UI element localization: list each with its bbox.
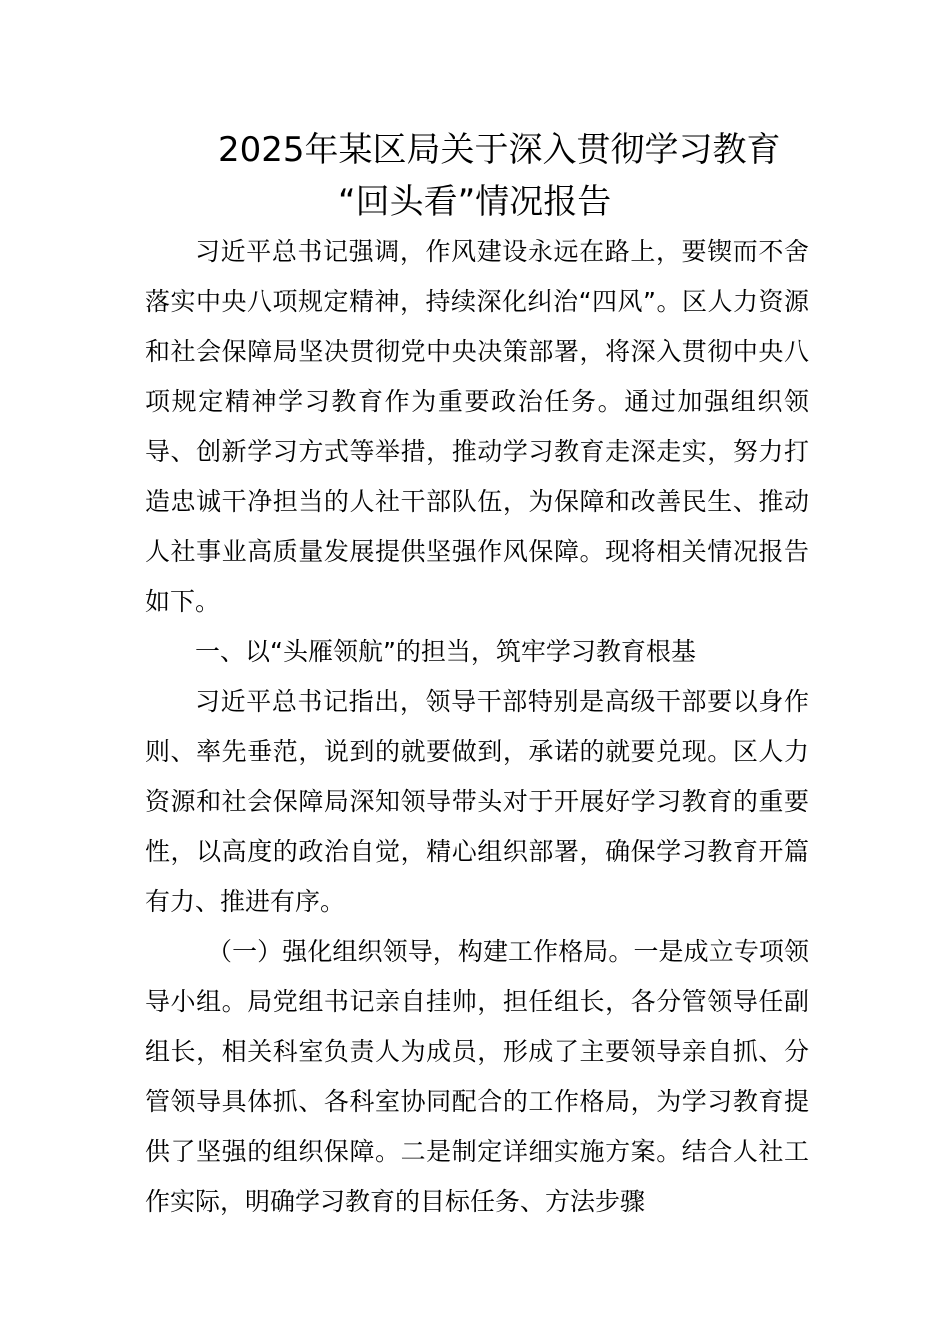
- section-heading-1: 一、以“头雁领航”的担当，筑牢学习教育根基: [195, 637, 696, 666]
- intro-paragraph: 习近平总书记强调，作风建设永远在路上，要锲而不舍落实中央八项规定精神，持续深化纠治“四风”。区人力资源和社会保障局坚决贯彻党中央决策部署，将深入贯彻中央八项规定精神学习教育作为重要政治任务。通过加强组织领导、创新学习方式等举措，推动学习教育走深走实，努力打造忠诚干净担当的人社干部队伍，为保障和改善民生、推动人社事业高质量发展提供坚强作风保障。现将相关情况报告如下。: [145, 237, 809, 616]
- document-title-line-2: “回头看”情况报告: [338, 182, 612, 222]
- document-body: [145, 227, 809, 1227]
- section-1-paragraph: 习近平总书记指出，领导干部特别是高级干部要以身作则、率先垂范，说到的就要做到，承诺的就要兑现。区人力资源和社会保障局深知领导带头对于开展好学习教育的重要性，以高度的政治自觉，精心组织部署，确保学习教育开篇有力、推进有序。: [145, 687, 809, 916]
- document-title-line-1: 2025年某区局关于深入贯彻学习教育: [218, 130, 781, 170]
- subsection-1-paragraph: （一）强化组织领导，构建工作格局。一是成立专项领导小组。局党组书记亲自挂帅，担任组长，各分管领导任副组长，相关科室负责人为成员，形成了主要领导亲自抓、分管领导具体抓、各科室协同配合的工作格局，为学习教育提供了坚强的组织保障。二是制定详细实施方案。结合人社工作实际，明确学习教育的目标任务、方法步骤: [145, 937, 809, 1216]
